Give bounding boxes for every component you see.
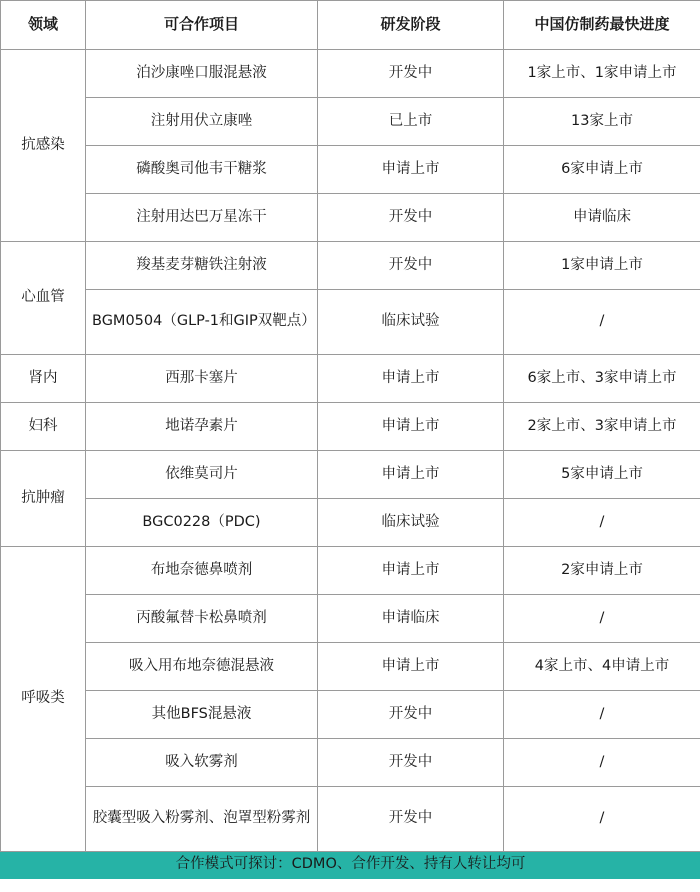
progress-cell: 6家申请上市 xyxy=(504,146,700,194)
project-cell: BGC0228（PDC) xyxy=(86,499,318,547)
project-cell: 注射用达巴万星冻干 xyxy=(86,194,318,242)
project-cell: 依维莫司片 xyxy=(86,451,318,499)
progress-cell: 2家申请上市 xyxy=(504,547,700,595)
project-cell: 吸入软雾剂 xyxy=(86,739,318,787)
table-row xyxy=(1,787,700,852)
domain-cell: 肾内 xyxy=(1,355,86,403)
table-row xyxy=(1,739,700,787)
stage-cell: 开发中 xyxy=(318,691,504,739)
stage-cell: 开发中 xyxy=(318,242,504,290)
table-row xyxy=(1,643,700,691)
table-row xyxy=(1,242,700,290)
stage-cell: 申请上市 xyxy=(318,643,504,691)
table-row xyxy=(1,451,700,499)
stage-cell: 开发中 xyxy=(318,50,504,98)
domain-cell: 妇科 xyxy=(1,403,86,451)
domain-cell: 抗感染 xyxy=(1,50,86,242)
stage-cell: 申请上市 xyxy=(318,451,504,499)
header-domain: 领域 xyxy=(1,1,86,50)
project-cell: BGM0504（GLP-1和GIP双靶点） xyxy=(86,290,318,355)
progress-cell: 2家上市、3家申请上市 xyxy=(504,403,700,451)
table-row xyxy=(1,146,700,194)
stage-cell: 临床试验 xyxy=(318,499,504,547)
stage-cell: 开发中 xyxy=(318,194,504,242)
table-row xyxy=(1,595,700,643)
progress-cell: 5家申请上市 xyxy=(504,451,700,499)
stage-cell: 开发中 xyxy=(318,787,504,852)
progress-cell: / xyxy=(504,290,700,355)
progress-cell: 13家上市 xyxy=(504,98,700,146)
stage-cell: 申请临床 xyxy=(318,595,504,643)
progress-cell: 1家申请上市 xyxy=(504,242,700,290)
table-row xyxy=(1,499,700,547)
table-row xyxy=(1,547,700,595)
table-row xyxy=(1,50,700,98)
cooperation-note: 合作模式可探讨：CDMO、合作开发、持有人转让均可 xyxy=(1,852,700,879)
table-row xyxy=(1,403,700,451)
header-row xyxy=(1,1,700,50)
progress-cell: / xyxy=(504,595,700,643)
project-cell: 地诺孕素片 xyxy=(86,403,318,451)
stage-cell: 临床试验 xyxy=(318,290,504,355)
table-row xyxy=(1,98,700,146)
stage-cell: 已上市 xyxy=(318,98,504,146)
domain-cell: 心血管 xyxy=(1,242,86,355)
project-cell: 胶囊型吸入粉雾剂、泡罩型粉雾剂 xyxy=(86,787,318,852)
header-stage: 研发阶段 xyxy=(318,1,504,50)
domain-cell: 抗肿瘤 xyxy=(1,451,86,547)
footer-row xyxy=(1,852,700,879)
project-cell: 羧基麦芽糖铁注射液 xyxy=(86,242,318,290)
progress-cell: 4家上市、4申请上市 xyxy=(504,643,700,691)
progress-cell: / xyxy=(504,691,700,739)
project-cell: 吸入用布地奈德混悬液 xyxy=(86,643,318,691)
domain-cell: 呼吸类 xyxy=(1,547,86,852)
progress-cell: / xyxy=(504,499,700,547)
stage-cell: 申请上市 xyxy=(318,547,504,595)
project-cell: 泊沙康唑口服混悬液 xyxy=(86,50,318,98)
stage-cell: 开发中 xyxy=(318,739,504,787)
progress-cell: 申请临床 xyxy=(504,194,700,242)
progress-cell: / xyxy=(504,787,700,852)
progress-cell: 6家上市、3家申请上市 xyxy=(504,355,700,403)
table-row xyxy=(1,194,700,242)
header-project: 可合作项目 xyxy=(86,1,318,50)
stage-cell: 申请上市 xyxy=(318,355,504,403)
project-cell: 布地奈德鼻喷剂 xyxy=(86,547,318,595)
table-row xyxy=(1,355,700,403)
project-cell: 丙酸氟替卡松鼻喷剂 xyxy=(86,595,318,643)
project-cell: 注射用伏立康唑 xyxy=(86,98,318,146)
progress-cell: / xyxy=(504,739,700,787)
table-row xyxy=(1,290,700,355)
project-cell: 西那卡塞片 xyxy=(86,355,318,403)
header-progress: 中国仿制药最快进度 xyxy=(504,1,700,50)
stage-cell: 申请上市 xyxy=(318,403,504,451)
project-cell: 其他BFS混悬液 xyxy=(86,691,318,739)
table-row xyxy=(1,691,700,739)
stage-cell: 申请上市 xyxy=(318,146,504,194)
progress-cell: 1家上市、1家申请上市 xyxy=(504,50,700,98)
project-cell: 磷酸奥司他韦干糖浆 xyxy=(86,146,318,194)
